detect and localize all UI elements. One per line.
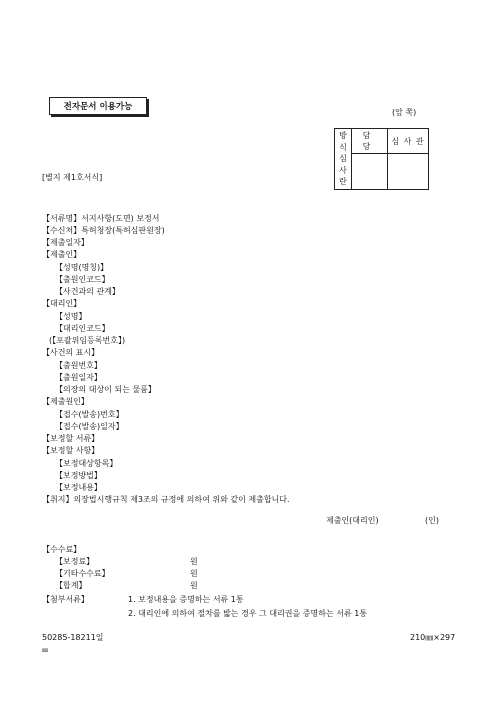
seal-mark: (인) bbox=[425, 516, 439, 525]
electronic-document-badge: 전자문서 이용가능 bbox=[49, 97, 147, 115]
approval-row-header-char: 사 bbox=[339, 165, 347, 175]
approval-row-header-char: 심 bbox=[339, 154, 347, 164]
body-line: 【성명(명칭)】 bbox=[55, 263, 109, 272]
approval-row-header-char: 방 bbox=[339, 131, 347, 141]
body-line: 【출원인코드】 bbox=[55, 275, 110, 284]
body-line: 【대리인】 bbox=[42, 299, 82, 308]
body-line: 【접수(발송)번호】 bbox=[55, 410, 124, 419]
submitter-label: 제출인(대리인) bbox=[326, 516, 379, 525]
approval-row-header bbox=[335, 129, 352, 190]
fees-title: 【수수료】 bbox=[42, 545, 82, 554]
body-line: 【사건과의 관계】 bbox=[55, 287, 120, 296]
approval-col-examiner: 심 사 관 bbox=[388, 129, 429, 154]
body-line: 【보정할 서류】 bbox=[42, 434, 100, 443]
approval-blank-cell bbox=[388, 154, 429, 190]
body-line: 【제출일자】 bbox=[42, 238, 89, 247]
attachments-label: 【첨부서류】 bbox=[42, 595, 89, 604]
fee-item-label: 【기타수수료】 bbox=[55, 569, 110, 578]
body-line: 【출원번호】 bbox=[55, 361, 102, 370]
body-line: 【보정할 사항】 bbox=[42, 446, 100, 455]
form-number: [별지 제1호서식] bbox=[42, 173, 103, 182]
form-code: 50285-18211일 bbox=[42, 633, 104, 642]
attachment-item: 2. 대리인에 의하여 절차를 밟는 경우 그 대리권을 증명하는 서류 1통 bbox=[128, 609, 368, 618]
paper-size: 210㎜×297 bbox=[410, 633, 456, 642]
fee-item-unit: 원 bbox=[190, 569, 198, 578]
body-line: 【제출인】 bbox=[42, 250, 82, 259]
body-line: (【포괄위임등록번호】) bbox=[49, 336, 126, 345]
body-line: 【출원일자】 bbox=[55, 373, 102, 382]
form-code-unit: ㎜ bbox=[42, 647, 49, 654]
body-line: 【접수(발송)일자】 bbox=[55, 422, 124, 431]
body-line: 【대리인코드】 bbox=[55, 324, 110, 333]
attachment-item: 1. 보정내용을 증명하는 서류 1통 bbox=[128, 595, 244, 604]
fee-item-unit: 원 bbox=[190, 557, 198, 566]
approval-row-header-char: 식 bbox=[339, 142, 347, 152]
approval-col-staff: 담 당 bbox=[352, 129, 388, 154]
fee-item-label: 【보정료】 bbox=[55, 557, 95, 566]
approval-row-header-char: 란 bbox=[339, 177, 347, 187]
body-line: 【취지】의장법시행규칙 제3조의 규정에 의하여 위와 같이 제출합니다. bbox=[42, 495, 290, 504]
body-line: 【성명】 bbox=[55, 312, 87, 321]
body-line: 【수신처】특허청장(특허심판원장) bbox=[42, 226, 165, 235]
body-line: 【제출원인】 bbox=[42, 397, 89, 406]
approval-blank-cell bbox=[352, 154, 388, 190]
fee-item-unit: 원 bbox=[190, 581, 198, 590]
body-line: 【서류명】서지사항(도면) 보정서 bbox=[42, 214, 160, 223]
fee-item-label: 【합계】 bbox=[55, 581, 87, 590]
body-line: 【의장의 대상이 되는 물품】 bbox=[55, 385, 156, 394]
body-line: 【보정방법】 bbox=[55, 471, 102, 480]
body-line: 【사건의 표시】 bbox=[42, 348, 100, 357]
page-side-note: (앞 쪽) bbox=[392, 108, 417, 117]
body-line: 【보정내용】 bbox=[55, 483, 102, 492]
body-line: 【보정대상항목】 bbox=[55, 459, 118, 468]
approval-table bbox=[334, 128, 429, 190]
